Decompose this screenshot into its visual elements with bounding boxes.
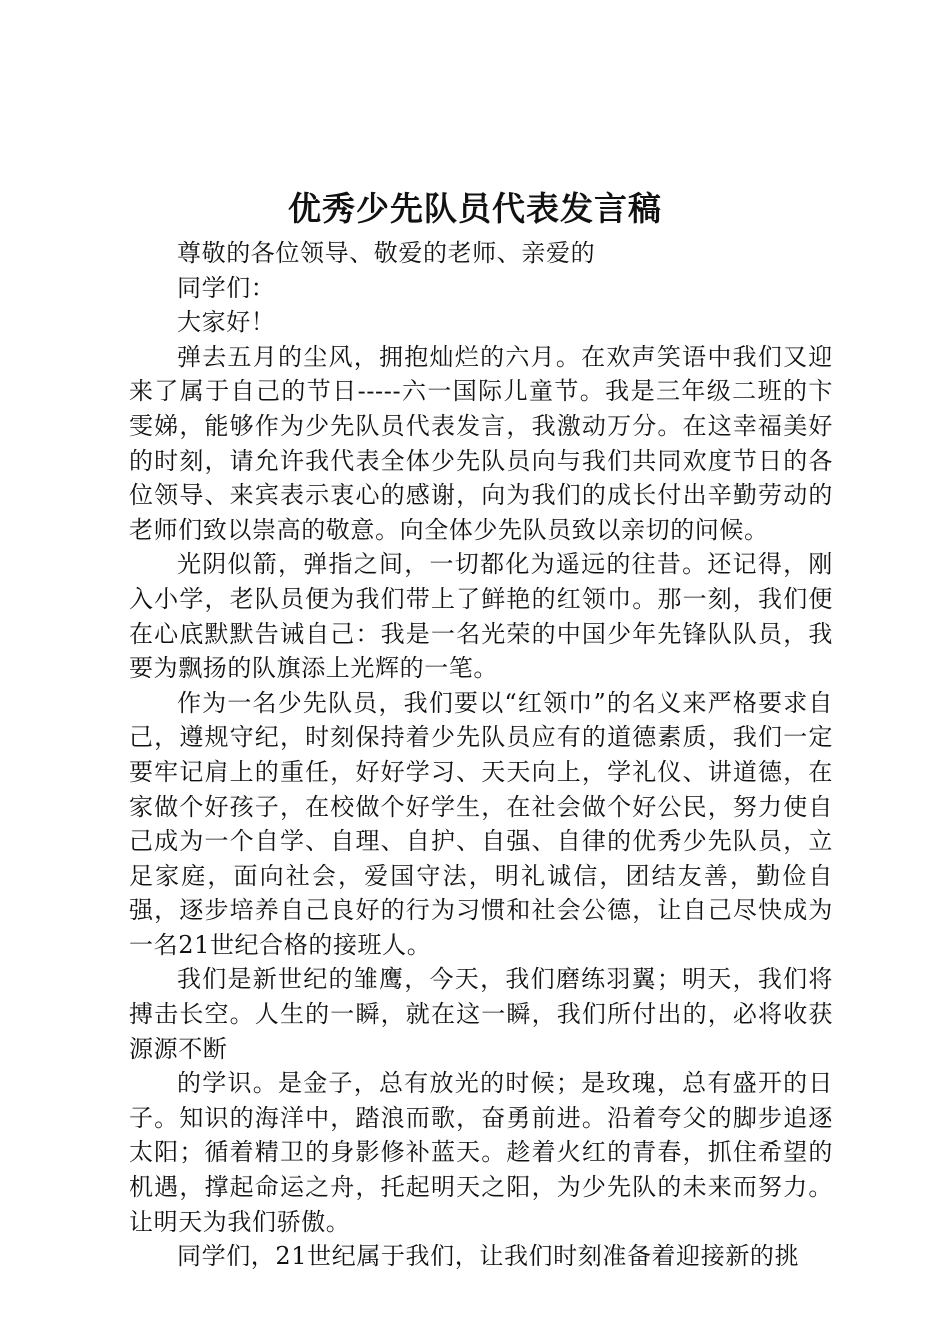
document-body [129, 236, 833, 1274]
paragraph: 光阴似箭，弹指之间，一切都化为遥远的往昔。还记得，刚入小学，老队员便为我们带上了鲜艳的红领巾。那一刻，我们便在心底默默告诫自己：我是一名光荣的中国少年先锋队队员，我要为飘扬的队旗添上光辉的一笔。 [129, 550, 833, 683]
salutation-line-2: 同学们： [177, 273, 276, 302]
paragraph: 同学们，21世纪属于我们，让我们时刻准备着迎接新的挑 [177, 1242, 800, 1271]
paragraph: 的学识。是金子，总有放光的时候；是玫瑰，总有盛开的日子。知识的海洋中，踏浪而歌，奋勇前进。沿着夸父的脚步追逐太阳；循着精卫的身影修补蓝天。趁着火红的青春，抓住希望的机遇，撑起命运之舟，托起明天之阳，为少先队的未来而努力。让明天为我们骄傲。 [129, 1069, 833, 1236]
paragraph: 我们是新世纪的雏鹰，今天，我们磨练羽翼；明天，我们将搏击长空。人生的一瞬，就在这一瞬，我们所付出的，必将收获源源不断 [129, 965, 833, 1063]
paragraph: 弹去五月的尘风，拥抱灿烂的六月。在欢声笑语中我们又迎来了属于自己的节日-----六一国际儿童节。我是三年级二班的卞雯娣，能够作为少先队员代表发言，我激动万分。在这幸福美好的时刻，请允许我代表全体少先队员向与我们共同欢度节日的各位领导、来宾表示衷心的感谢，向为我们的成长付出辛勤劳动的老师们致以崇高的敬意。向全体少先队员致以亲切的问候。 [129, 342, 833, 544]
salutation-line-1: 尊敬的各位领导、敬爱的老师、亲爱的 [177, 239, 596, 267]
paragraph: 作为一名少先队员，我们要以“红领巾”的名义来严格要求自己，遵规守纪，时刻保持着少先队员应有的道德素质，我们一定要牢记肩上的重任，好好学习、天天向上，学礼仪、讲道德，在家做个好孩子，在校做个好学生，在社会做个好公民，努力使自己成为一个自学、自理、自护、自强、自律的优秀少先队员，立足家庭，面向社会，爱国守法，明礼诚信，团结友善，勤俭自强，逐步培养自己良好的行为习惯和社会公德，让自己尽快成为一名21世纪合格的接班人。 [129, 688, 833, 959]
document-title: 优秀少先队员代表发言稿 [288, 189, 662, 228]
greeting: 大家好！ [177, 308, 276, 337]
